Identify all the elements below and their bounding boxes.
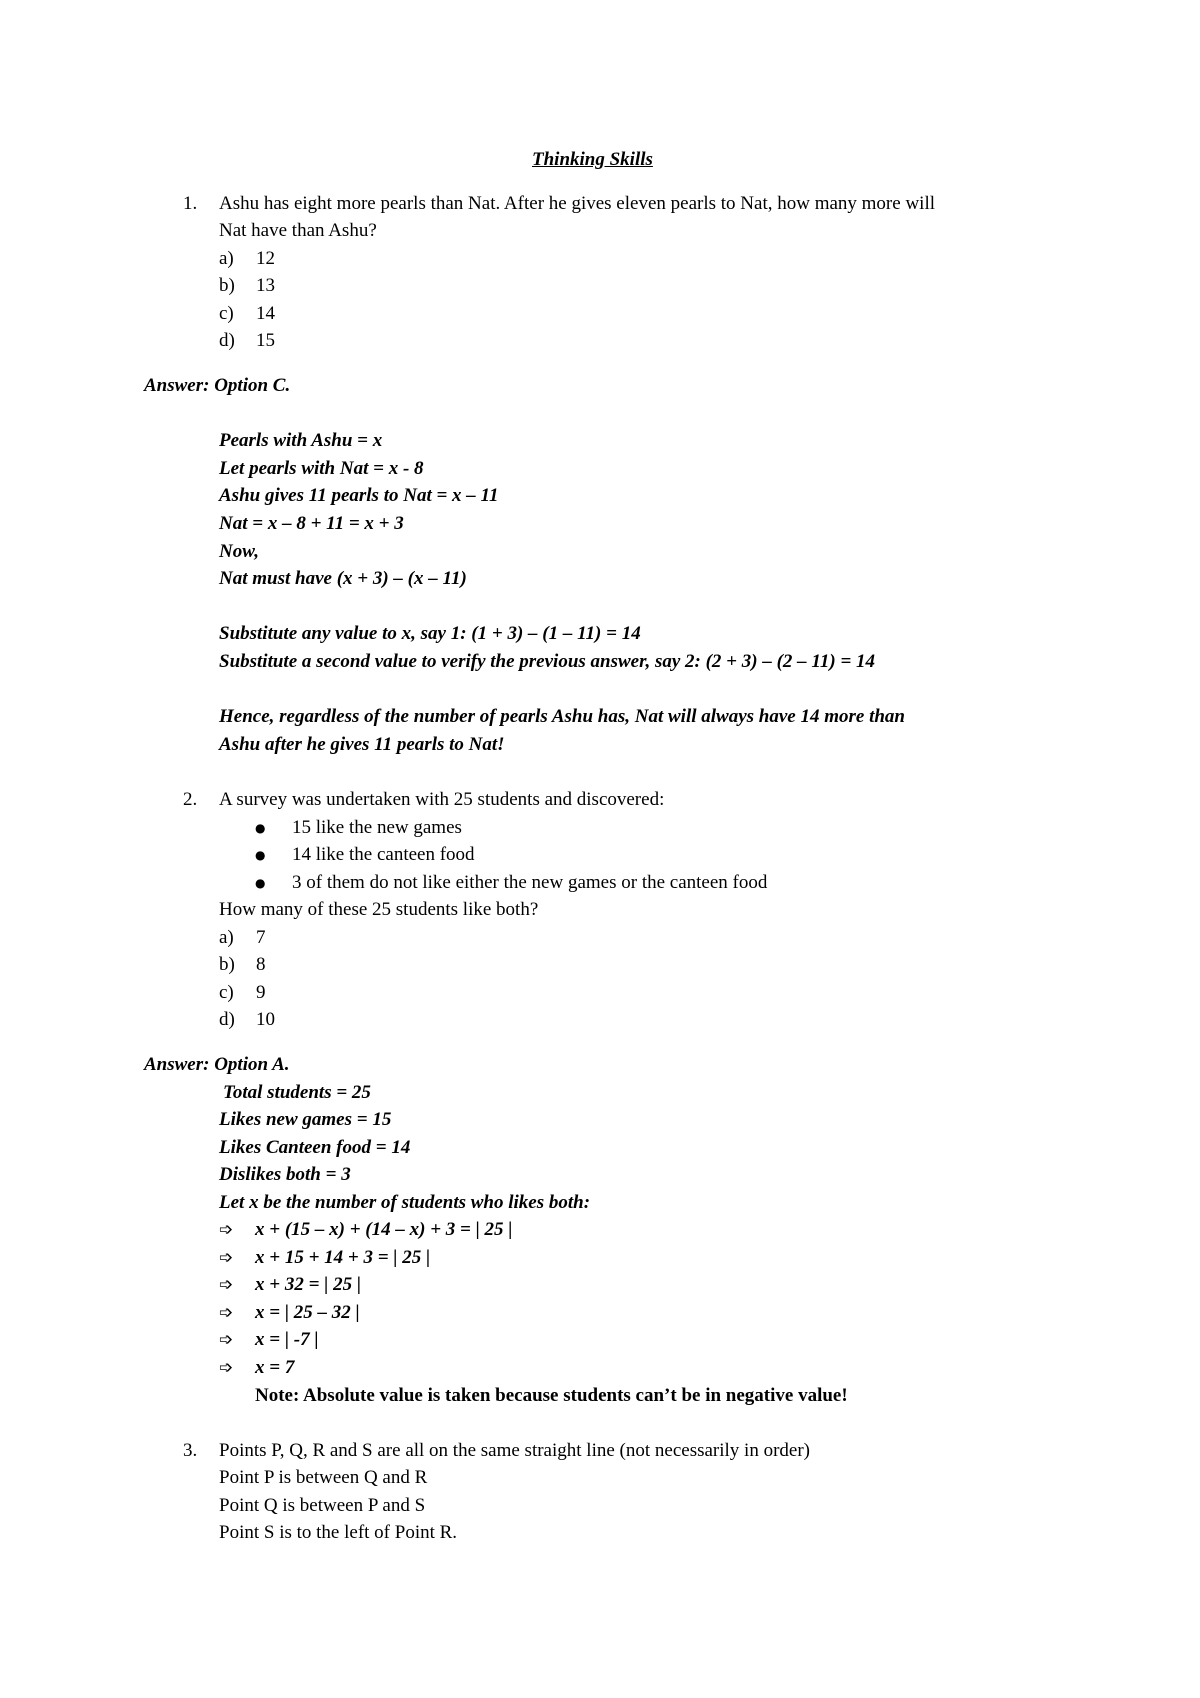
q1-solution-line: Pearls with Ashu = x (219, 430, 383, 451)
arrow-right-icon: ➩ (219, 1303, 234, 1323)
q1-option-value: 14 (256, 303, 275, 324)
q2-option-value: 10 (256, 1009, 275, 1030)
q2-step: x + 15 + 14 + 3 = | 25 | (255, 1247, 431, 1268)
arrow-right-icon: ➩ (219, 1220, 234, 1240)
q1-text-line2: Nat have than Ashu? (219, 220, 377, 241)
q3-line: Point P is between Q and R (219, 1467, 428, 1488)
q3-line: Point Q is between P and S (219, 1495, 426, 1516)
q2-step: x + (15 – x) + (14 – x) + 3 = | 25 | (255, 1219, 513, 1240)
q2-option-value: 7 (256, 927, 266, 948)
q1-solution-line: Let pearls with Nat = x - 8 (219, 458, 424, 479)
q2-option-letter: c) (219, 982, 234, 1003)
q2-option-value: 9 (256, 982, 266, 1003)
q1-solution-line: Nat = x – 8 + 11 = x + 3 (219, 513, 404, 534)
q2-solution-line: Dislikes both = 3 (219, 1164, 351, 1185)
q3-line: Points P, Q, R and S are all on the same straight line (not necessarily in order) (219, 1440, 810, 1461)
q1-solution-line: Nat must have (x + 3) – (x – 11) (219, 568, 467, 589)
q1-option-letter: c) (219, 303, 234, 324)
arrow-right-icon: ➩ (219, 1358, 234, 1378)
q2-solution-line: Let x be the number of students who likes both: (219, 1192, 591, 1213)
q2-option-value: 8 (256, 954, 266, 975)
q2-question: How many of these 25 students like both? (219, 899, 539, 920)
q1-solution-line: Substitute a second value to verify the previous answer, say 2: (2 + 3) – (2 – 11) = 14 (219, 651, 876, 672)
q1-solution-line: Hence, regardless of the number of pearls Ashu has, Nat will always have 14 more than (219, 706, 905, 727)
arrow-right-icon: ➩ (219, 1275, 234, 1295)
q1-answer: Answer: Option C. (144, 375, 291, 396)
q3-line: Point S is to the left of Point R. (219, 1522, 458, 1543)
q2-bullet-item: 14 like the canteen food (292, 844, 475, 865)
q1-solution-line: Substitute any value to x, say 1: (1 + 3) – (1 – 11) = 14 (219, 623, 641, 644)
arrow-right-icon: ➩ (219, 1248, 234, 1268)
q2-solution-line: Total students = 25 (223, 1082, 371, 1103)
q2-solution-line: Likes Canteen food = 14 (219, 1137, 411, 1158)
q2-step: x = 7 (255, 1357, 295, 1378)
q1-number: 1. (183, 193, 198, 214)
q1-option-value: 12 (256, 248, 275, 269)
q2-option-letter: b) (219, 954, 235, 975)
q2-answer: Answer: Option A. (144, 1054, 290, 1075)
q2-number: 2. (183, 789, 198, 810)
q1-option-letter: a) (219, 248, 234, 269)
q1-option-letter: d) (219, 330, 235, 351)
q1-solution-line: Ashu after he gives 11 pearls to Nat! (219, 734, 505, 755)
q1-text-line1: Ashu has eight more pearls than Nat. After he gives eleven pearls to Nat, how many more will (219, 193, 935, 214)
q1-solution-line: Ashu gives 11 pearls to Nat = x – 11 (219, 485, 499, 506)
bullet-icon: ● (255, 876, 266, 890)
q2-text: A survey was undertaken with 25 students and discovered: (219, 789, 665, 810)
q2-option-letter: a) (219, 927, 234, 948)
document-title: Thinking Skills (532, 149, 653, 170)
q2-bullet-item: 3 of them do not like either the new games or the canteen food (292, 872, 768, 893)
q2-step: x + 32 = | 25 | (255, 1274, 362, 1295)
q1-solution-line: Now, (219, 541, 259, 562)
q2-bullet-item: 15 like the new games (292, 817, 462, 838)
q1-option-letter: b) (219, 275, 235, 296)
q1-option-value: 15 (256, 330, 275, 351)
q2-step: x = | -7 | (255, 1329, 319, 1350)
q1-option-value: 13 (256, 275, 275, 296)
bullet-icon: ● (255, 821, 266, 835)
q2-solution-line: Likes new games = 15 (219, 1109, 392, 1130)
bullet-icon: ● (255, 848, 266, 862)
arrow-right-icon: ➩ (219, 1330, 234, 1350)
q2-step: x = | 25 – 32 | (255, 1302, 360, 1323)
q2-option-letter: d) (219, 1009, 235, 1030)
q3-number: 3. (183, 1440, 198, 1461)
q2-note: Note: Absolute value is taken because students can’t be in negative value! (255, 1385, 848, 1406)
